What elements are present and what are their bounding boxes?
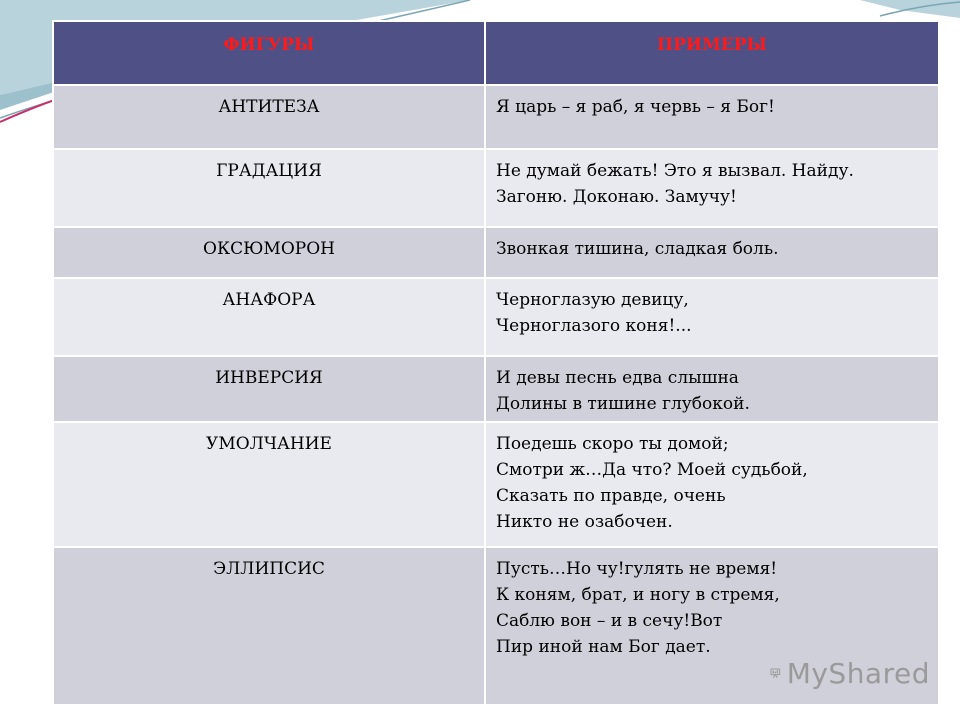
- example-cell: [485, 278, 939, 356]
- table-header-row: [53, 21, 939, 85]
- figure-cell: ГРАДАЦИЯ: [53, 149, 485, 227]
- figure-cell: АНАФОРА: [53, 278, 485, 356]
- figure-cell: АНТИТЕЗА: [53, 85, 485, 149]
- example-line: Загоню. Доконаю. Замучу!: [496, 187, 737, 207]
- example-cell: [485, 227, 939, 278]
- presentation-board-icon: [770, 657, 781, 689]
- example-cell: [485, 356, 939, 422]
- example-line: Звонкая тишина, сладкая боль.: [496, 239, 779, 259]
- example-line: Пусть…Но чу!гулять не время!: [496, 559, 778, 579]
- example-line: К коням, брат, и ногу в стремя,: [496, 585, 780, 605]
- example-cell: [485, 85, 939, 149]
- example-line: Черноглазую девицу,: [496, 290, 689, 310]
- example-line: Не думай бежать! Это я вызвал. Найду.: [496, 161, 854, 181]
- example-line: Долины в тишине глубокой.: [496, 394, 750, 414]
- example-line: Смотри ж…Да что? Моей судьбой,: [496, 460, 808, 480]
- figure-cell: ИНВЕРСИЯ: [53, 356, 485, 422]
- table-row: [53, 149, 939, 227]
- example-line: Сказать по правде, очень: [496, 486, 726, 506]
- header-figures: ФИГУРЫ: [53, 21, 485, 85]
- example-cell: [485, 149, 939, 227]
- watermark: [770, 652, 930, 694]
- example-line: Черноглазого коня!...: [496, 316, 692, 336]
- example-line: Поедешь скоро ты домой;: [496, 434, 729, 454]
- figure-cell: ЭЛЛИПСИС: [53, 547, 485, 705]
- example-line: И девы песнь едва слышна: [496, 368, 739, 388]
- table-row: [53, 227, 939, 278]
- table-row: [53, 356, 939, 422]
- figure-cell: УМОЛЧАНИЕ: [53, 422, 485, 547]
- figures-table: [52, 20, 940, 706]
- figure-cell: ОКСЮМОРОН: [53, 227, 485, 278]
- header-examples: ПРИМЕРЫ: [485, 21, 939, 85]
- example-line: Пир иной нам Бог дает.: [496, 637, 711, 657]
- example-line: Никто не озабочен.: [496, 512, 673, 532]
- example-line: Саблю вон – и в сечу!Вот: [496, 611, 723, 631]
- table-row: [53, 85, 939, 149]
- table-row: [53, 422, 939, 547]
- example-cell: [485, 422, 939, 547]
- watermark-text: MyShared: [786, 656, 930, 690]
- example-line: Я царь – я раб, я червь – я Бог!: [496, 97, 775, 117]
- table-row: [53, 278, 939, 356]
